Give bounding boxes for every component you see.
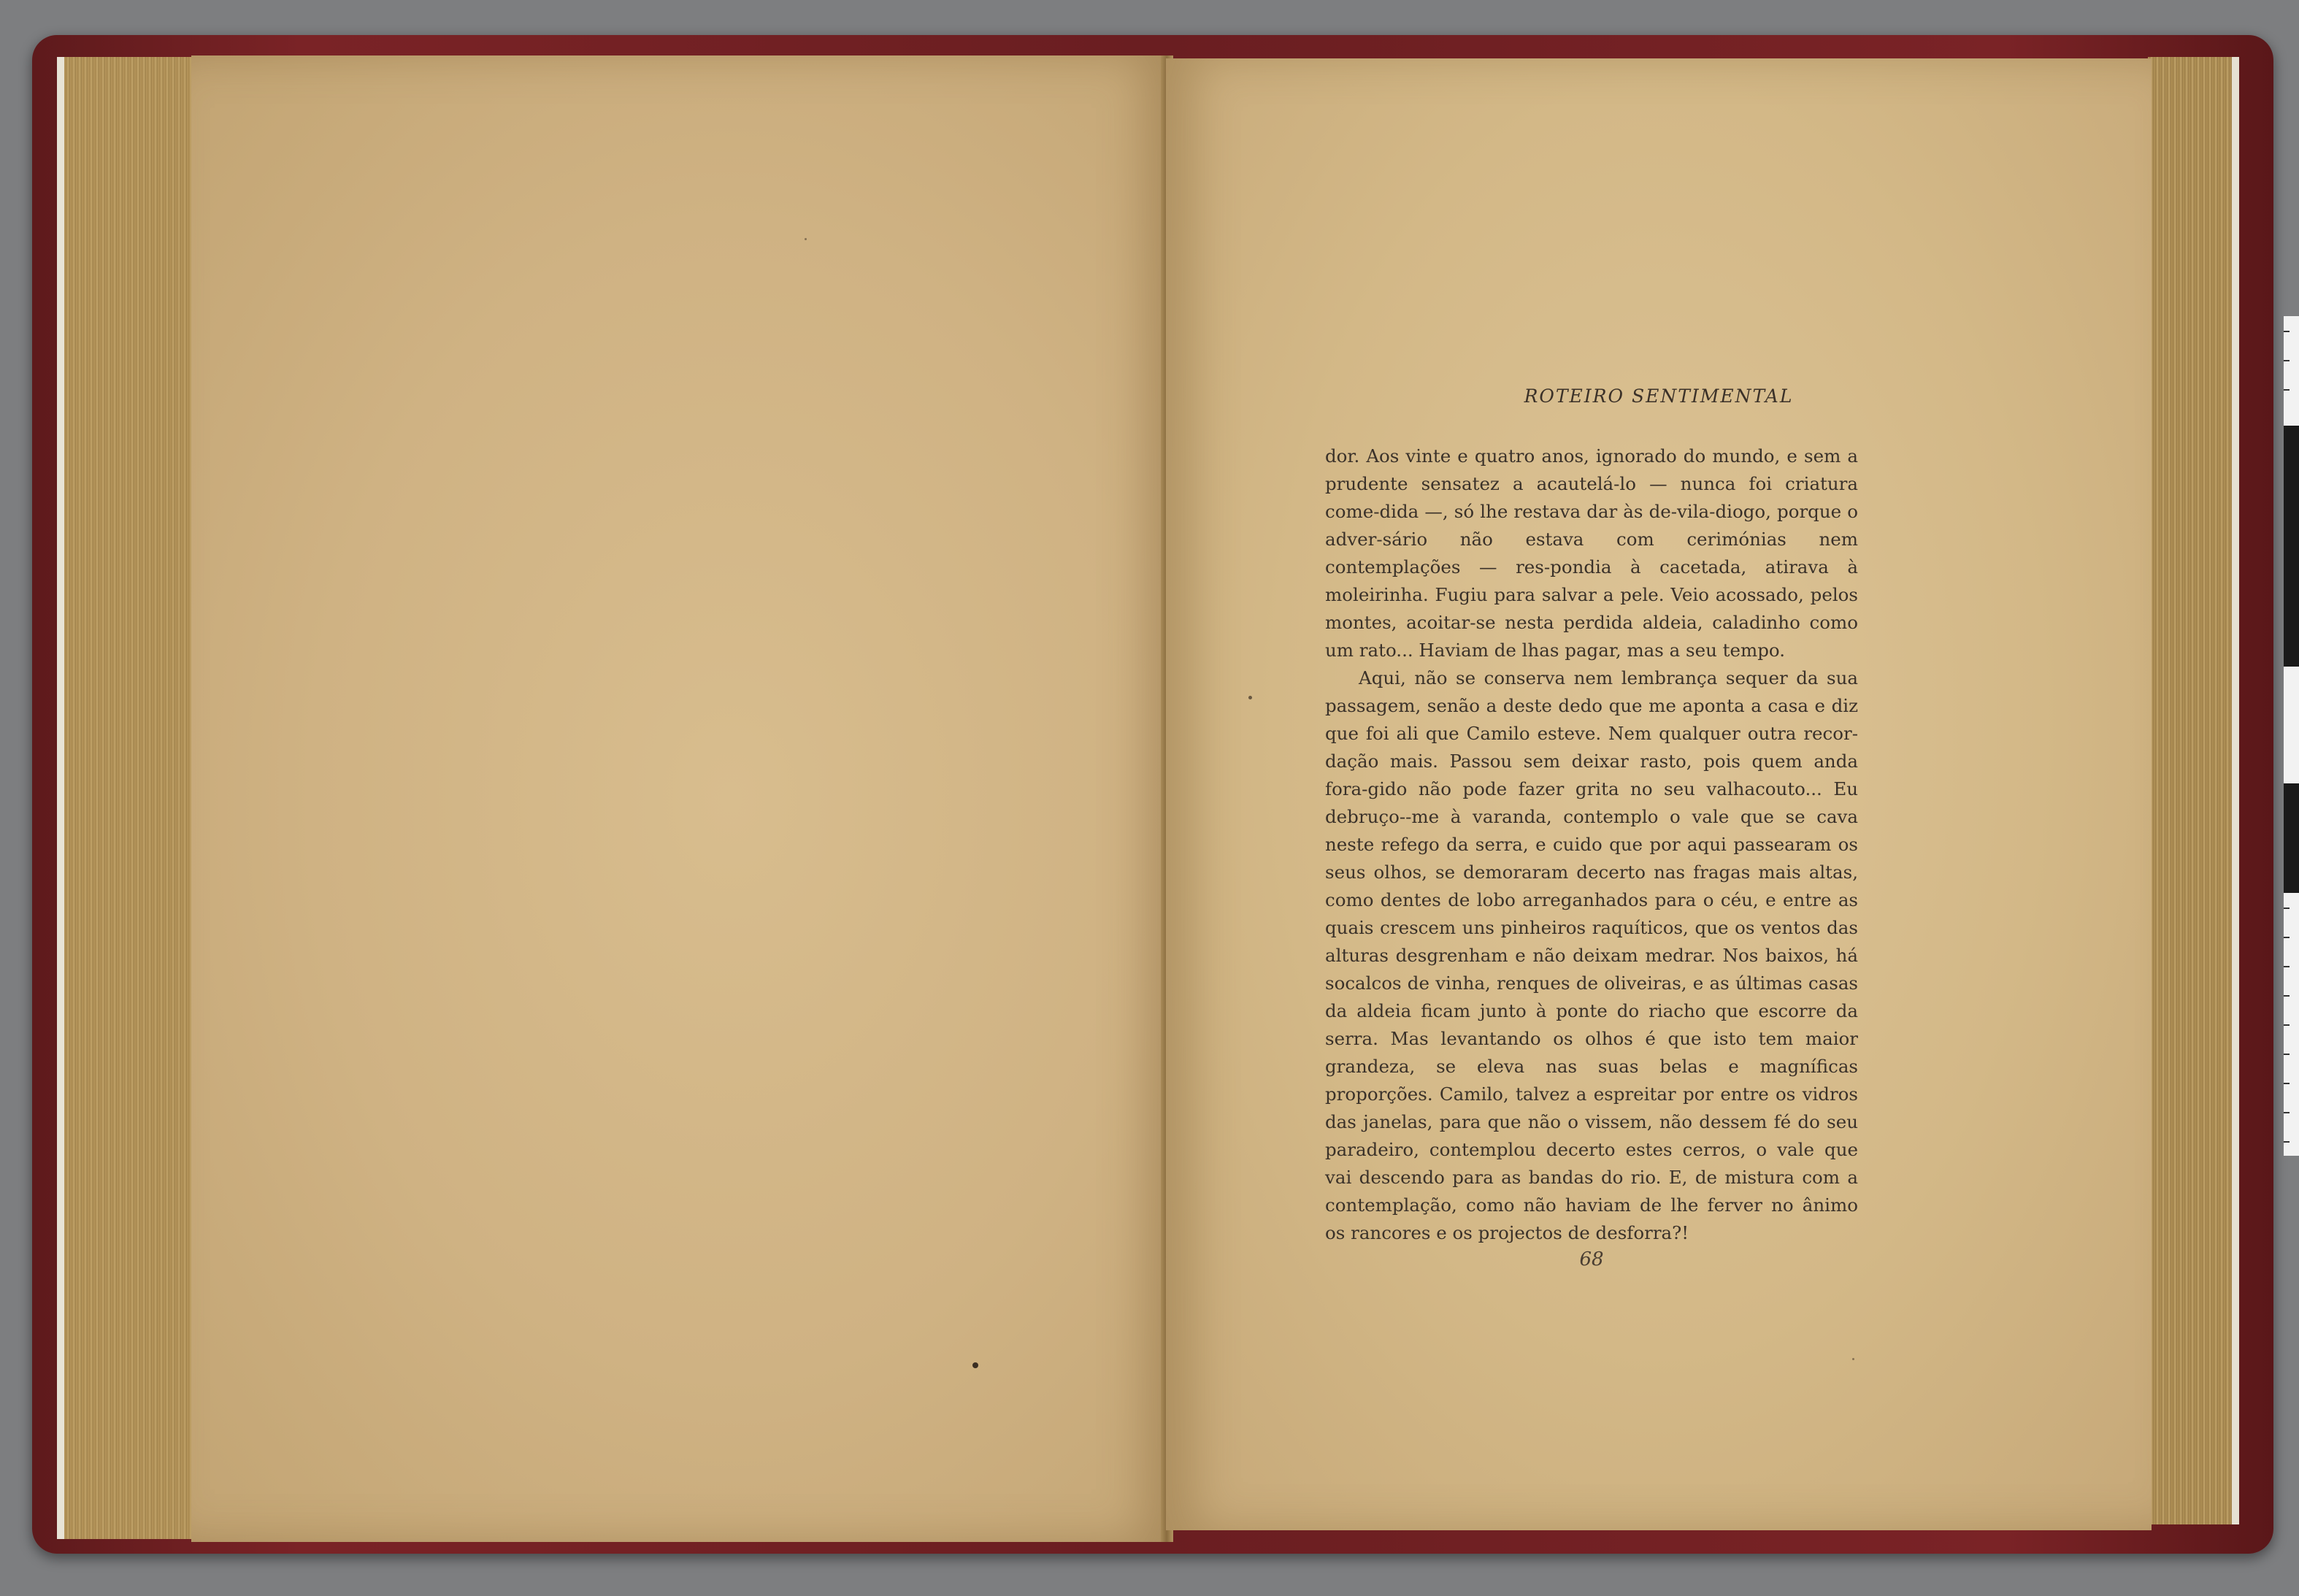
ruler-segment-white: [2284, 667, 2299, 783]
paper-speck: [805, 238, 807, 240]
ruler-tick: [2284, 1054, 2290, 1055]
paragraph: dor. Aos vinte e quatro anos, ignorado do mundo, e sem a prudente sensatez a acautelá-lo — nunca foi criatura come-dida —, só lhe restava dar às de-vila-diogo, porque o adver-sário não estava com cerimónias nem contemplações — res-pondia à cacetada, atirava à moleirinha. Fugiu para salvar a pele. Veio acossado, pelos montes, acoitar-se nesta perdida aldeia, caladinho como um rato... Haviam de lhas pagar, mas a seu tempo.: [1325, 445, 1858, 661]
paper-speck: [1248, 696, 1252, 699]
left-page-blank: [191, 55, 1173, 1542]
ruler-segment-white: [2284, 316, 2299, 426]
paper-speck: [1852, 1358, 1854, 1360]
right-page-edges: [2148, 57, 2239, 1524]
paragraph: Aqui, não se conserva nem lembrança sequer da sua passagem, senão a deste dedo que me aponta a casa e diz que foi ali que Camilo esteve. Nem qualquer outra recor-dação mais. Passou sem deixar rasto, pois quem anda fora-gido não pode fazer grita no seu valhacouto... Eu debruço--me à varanda, contemplo o vale que se cava neste refego da serra, e cuido que por aqui passearam os seus olhos, se demoraram decerto nas fragas mais altas, como dentes de lobo arreganhados para o céu, e entre as quais crescem uns pinheiros raquíticos, que os ventos das alturas desgrenham e não deixam medrar. Nos baixos, há socalcos de vinha, renques de oliveiras, e as últimas casas da aldeia ficam junto à ponte do riacho que escorre da serra. Mas levantando os olhos é que isto tem maior grandeza, se eleva nas suas belas e magníficas proporções. Camilo, talvez a espreitar por entre os vidros das janelas, para que não o vissem, não dessem fé do seu paradeiro, contemplou decerto estes cerros, o vale que vai descendo para as bandas do rio. E, de mistura com a contemplação, como não haviam de lhe ferver no ânimo os rancores e os projectos de desforra?!: [1325, 667, 1858, 1243]
ruler-tick: [2284, 331, 2290, 332]
paper-speck: [972, 1362, 978, 1368]
left-page-edges: [57, 57, 200, 1539]
page-body-text: [1325, 442, 1858, 1247]
ruler-tick: [2284, 908, 2290, 909]
ruler-tick: [2284, 389, 2290, 391]
ruler-tick: [2284, 966, 2290, 967]
page-number: 68: [1579, 1248, 1604, 1270]
ruler-segment-black: [2284, 783, 2299, 893]
ruler-tick: [2284, 995, 2290, 997]
ruler-tick: [2284, 1112, 2290, 1113]
ruler-tick: [2284, 1024, 2290, 1026]
ruler-tick: [2284, 1083, 2290, 1084]
ruler-tick: [2284, 360, 2290, 361]
ruler-segment-black: [2284, 426, 2299, 667]
ruler-tick: [2284, 1141, 2290, 1143]
scale-ruler: [2284, 316, 2299, 1156]
running-head: ROTEIRO SENTIMENTAL: [1524, 385, 1794, 407]
ruler-tick: [2284, 937, 2290, 938]
